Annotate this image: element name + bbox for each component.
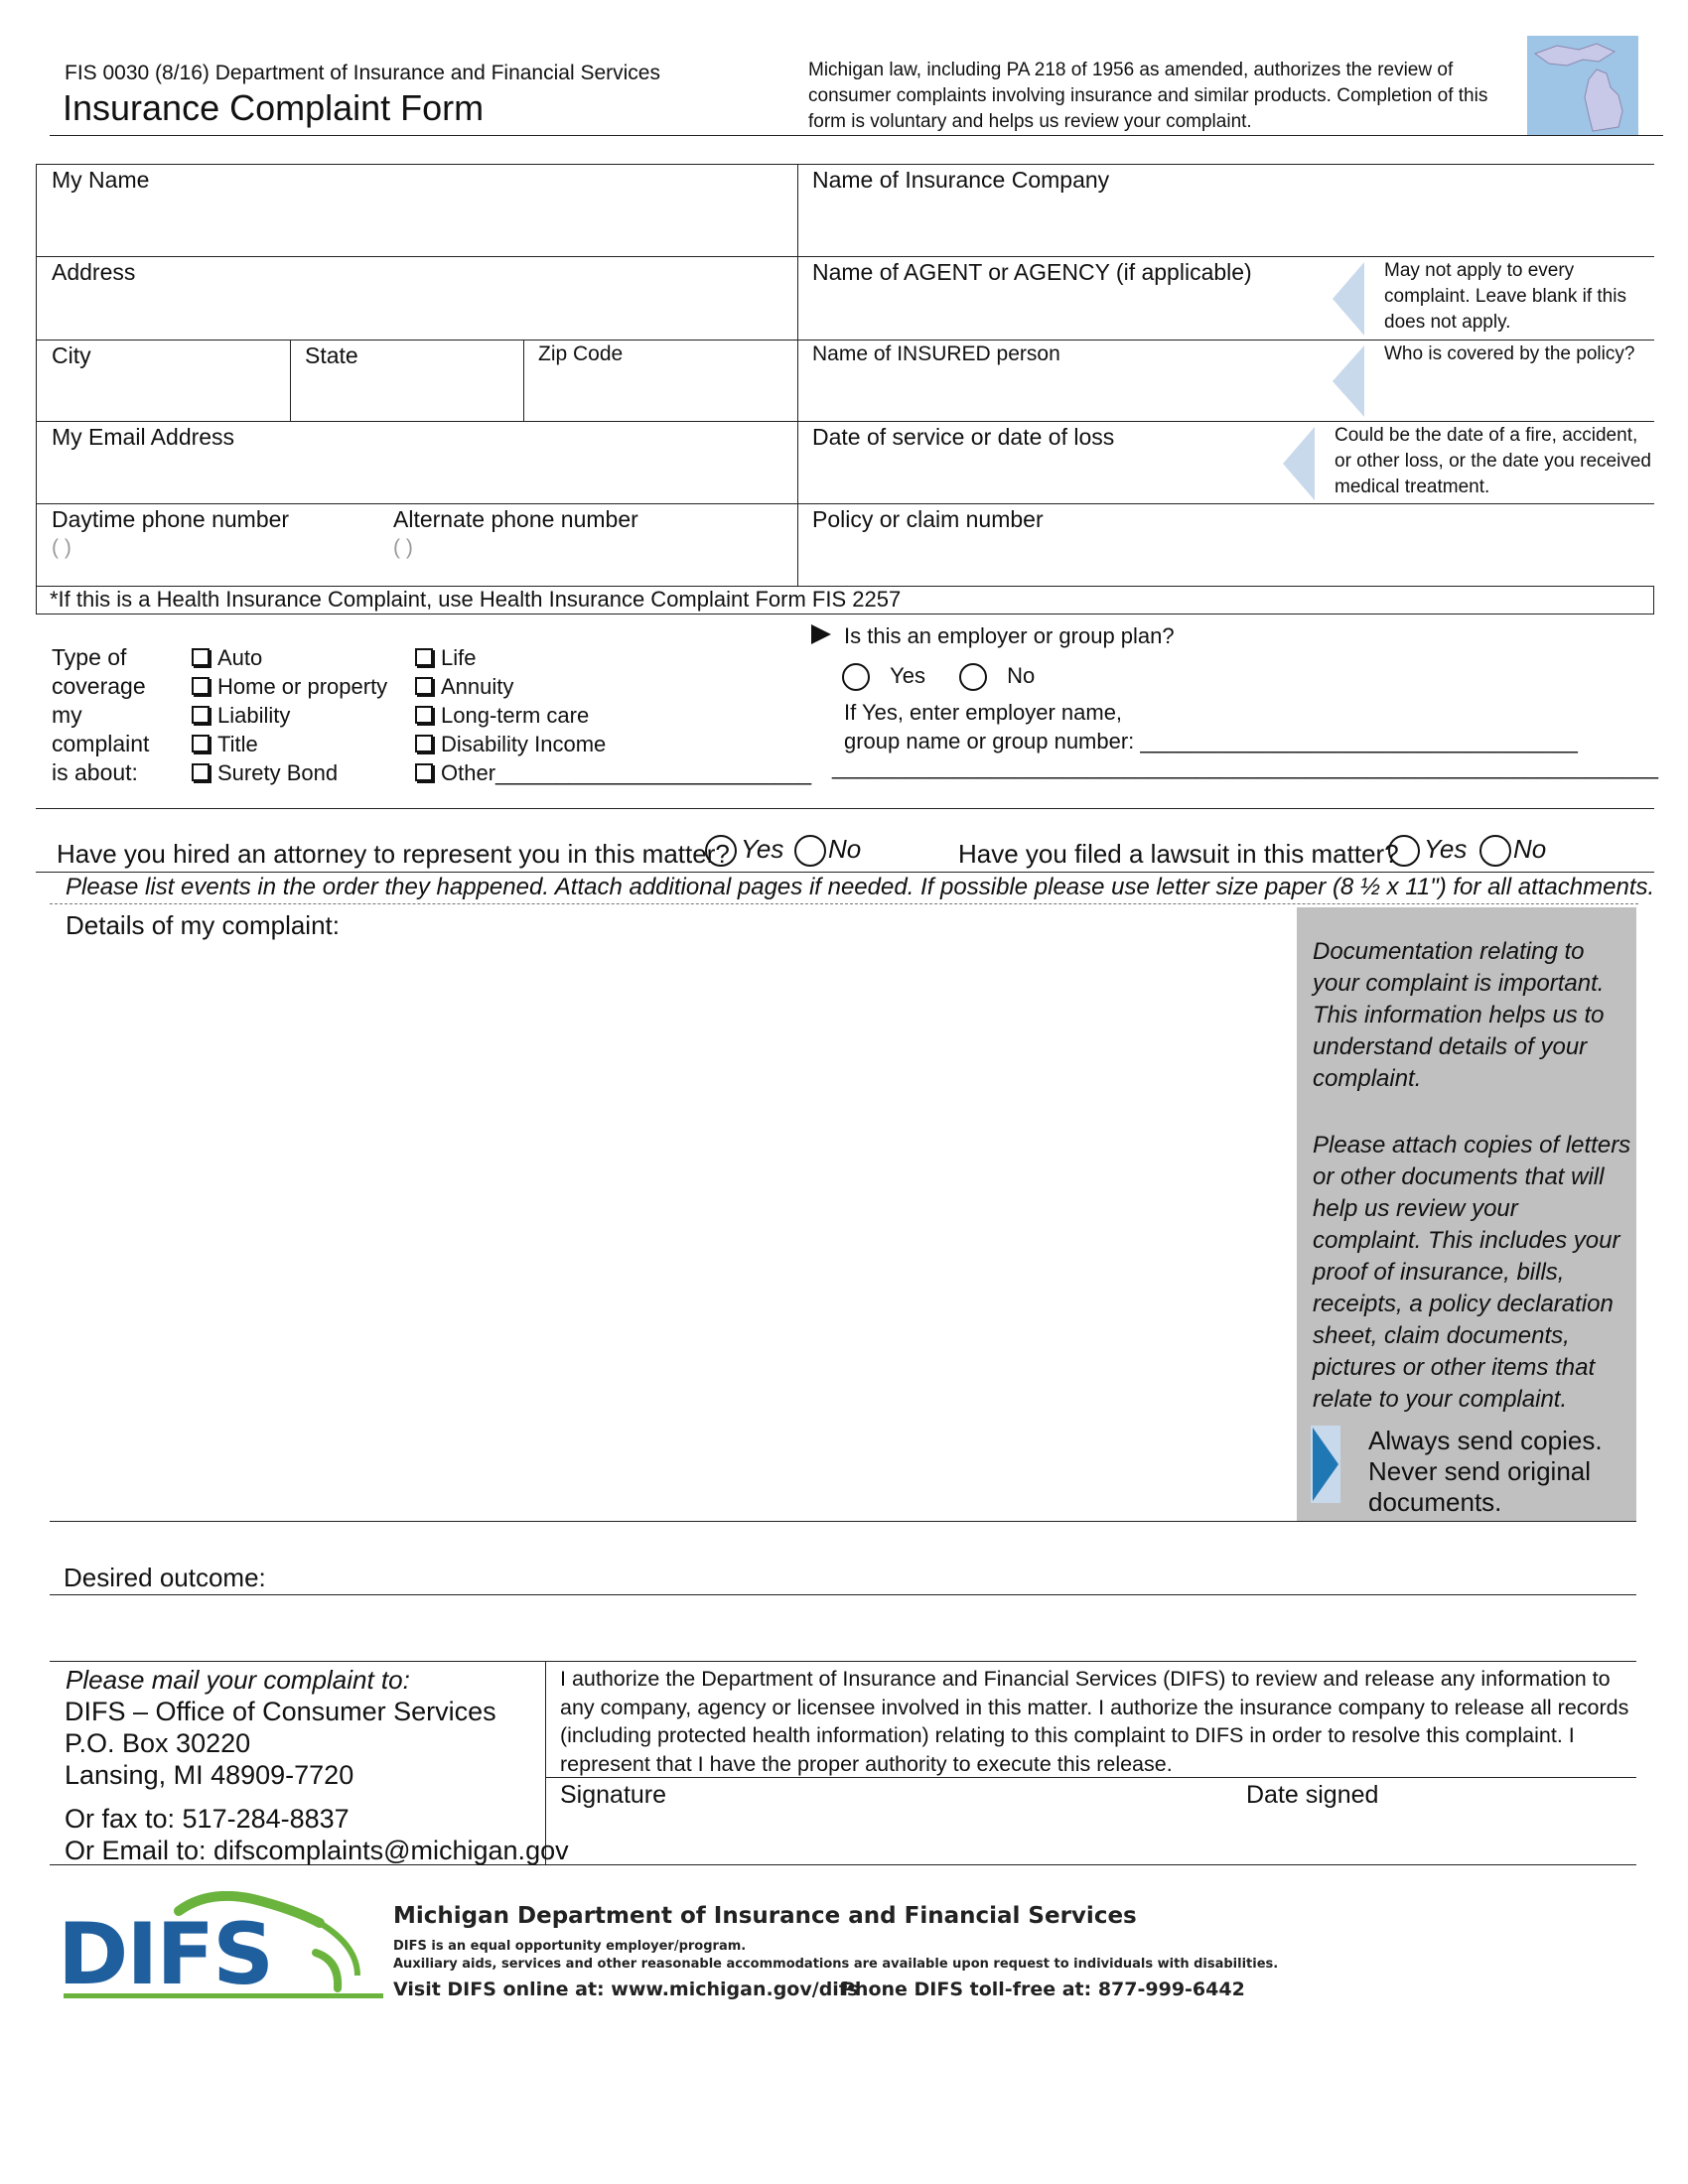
coverage-label-line: my [52, 702, 82, 728]
attorney-rule [36, 872, 1654, 873]
sidebar-warning: Always send copies. Never send original documents. [1368, 1426, 1603, 1517]
day-phone-label: Daytime phone number [52, 506, 290, 532]
coverage-label-line: coverage [52, 673, 146, 699]
policy-label: Policy or claim number [812, 506, 1044, 532]
alt-phone-input[interactable] [387, 534, 784, 582]
difs-logo-text: DIFS [58, 1905, 273, 2004]
radio-yes[interactable] [842, 663, 870, 691]
mail-intro: Please mail your complaint to: [66, 1665, 410, 1695]
grid-row [36, 340, 1654, 341]
agent-note: May not apply to every complaint. Leave blank if this does not apply. [1384, 260, 1626, 333]
checkbox[interactable] [192, 706, 210, 724]
coverage-label-line: is about: [52, 759, 138, 785]
company-input[interactable] [800, 197, 1649, 252]
coverage-option-annuity[interactable] [415, 672, 811, 701]
grid-city-divider [290, 340, 291, 421]
sidebar-para-1: Documentation relating to your complaint is important. This information helps us to understand details of your complaint. [1313, 938, 1605, 1092]
date-signed-input[interactable] [1241, 1811, 1628, 1860]
radio-no[interactable] [959, 663, 987, 691]
grid-row [36, 256, 1654, 257]
email-input[interactable] [40, 453, 794, 500]
health-notice: *If this is a Health Insurance Complaint, use Health Insurance Complaint Form FIS 2257 [50, 587, 902, 612]
lawsuit-no-option[interactable] [1479, 834, 1546, 867]
coverage-option-label: Auto [217, 645, 263, 670]
signature-label: Signature [560, 1781, 667, 1809]
attorney-yes-option[interactable] [705, 834, 783, 867]
footer-aids: Auxiliary aids, services and other reasonable accommodations are available upon request to individuals with disabilities. [393, 1957, 1279, 1972]
city-label: City [52, 342, 91, 368]
radio-yes-label: Yes [890, 663, 926, 688]
coverage-option-label: Surety Bond [217, 760, 339, 785]
checkbox[interactable] [415, 648, 433, 666]
city-input[interactable] [40, 371, 286, 419]
grid-top [36, 164, 1654, 165]
insured-note-arrow-icon [1331, 343, 1366, 419]
sidebar-para-2: Please attach copies of letters or other documents that will help us review your complaint. This includes your proof of insurance, bills, receipts, a policy declaration sheet, claim documents, pictures or other items that relate to your complaint. [1313, 1132, 1631, 1413]
form-id: FIS 0030 (8/16) Department of Insurance and Financial Services [65, 62, 660, 84]
mail-top-rule [50, 1661, 1636, 1662]
radio-yes[interactable] [1388, 835, 1420, 867]
radio-yes-label: Yes [741, 834, 784, 864]
radio-yes[interactable] [705, 835, 737, 867]
coverage-option-label: Liability [217, 703, 291, 728]
coverage-label [52, 643, 149, 787]
coverage-option-label: Home or property [217, 674, 388, 699]
date-signed-label: Date signed [1246, 1781, 1379, 1809]
page-title: Insurance Complaint Form [63, 87, 485, 128]
zip-label: Zip Code [538, 342, 624, 365]
mail-line-2: P.O. Box 30220 [65, 1728, 251, 1758]
details-rule [50, 1521, 1636, 1522]
coverage-option-label: Title [217, 732, 258, 756]
events-dashed-rule [50, 903, 1638, 904]
group-plan-question: Is this an employer or group plan? [844, 623, 1175, 648]
date-loss-input[interactable] [800, 453, 1277, 500]
radio-yes-label: Yes [1424, 834, 1468, 864]
checkbox[interactable] [192, 677, 210, 695]
coverage-label-line: complaint [52, 731, 150, 756]
agent-label: Name of AGENT or AGENCY (if applicable) [812, 259, 1252, 285]
grid-row [36, 421, 1654, 422]
checkbox[interactable] [415, 677, 433, 695]
insured-label: Name of INSURED person [812, 342, 1060, 365]
attorney-question: Have you hired an attorney to represent you in this matter? [57, 839, 730, 869]
coverage-option-home[interactable] [192, 672, 387, 701]
zip-input[interactable] [527, 371, 793, 419]
pointer-arrow-icon [809, 622, 833, 646]
radio-no-label: No [1513, 834, 1547, 864]
agent-note-arrow-icon [1331, 260, 1366, 338]
authorization-text: I authorize the Department of Insurance and Financial Services (DIFS) to review and release any information to any company, agency or licensee involved in this matter. I authorize the insurance company to release all records (including protected health information) relating to this complaint to DIFS in order to resolve this complaint. I represent that I have the proper authority to execute this release. [560, 1667, 1629, 1776]
alt-phone-label: Alternate phone number [393, 506, 638, 532]
coverage-col-1 [192, 643, 387, 787]
coverage-option-other[interactable] [415, 758, 811, 787]
outcome-rule [50, 1594, 1636, 1595]
law-notice-line: consumer complaints involving insurance and similar products. Completion of this [808, 85, 1488, 106]
group-plan-line1: If Yes, enter employer name, [844, 700, 1123, 725]
date-loss-label: Date of service or date of loss [812, 424, 1115, 450]
coverage-option-auto[interactable] [192, 643, 387, 672]
company-label: Name of Insurance Company [812, 167, 1110, 193]
coverage-option-liability[interactable] [192, 701, 387, 730]
signature-input[interactable] [556, 1811, 1231, 1860]
footer-phone: Phone DIFS toll-free at: 877-999-6442 [841, 1979, 1245, 2000]
footer-dept: Michigan Department of Insurance and Financial Services [393, 1903, 1137, 1929]
grid-right [1653, 586, 1654, 614]
date-note-arrow-icon [1281, 425, 1317, 502]
mail-divider [545, 1661, 546, 1864]
state-input[interactable] [294, 371, 520, 419]
grid-middle [797, 164, 798, 586]
attorney-no-option[interactable] [794, 834, 861, 867]
footer-eeo: DIFS is an equal opportunity employer/program. [393, 1939, 747, 1954]
coverage-col-2 [415, 643, 811, 787]
signature-rule [546, 1777, 1636, 1778]
day-phone-input[interactable] [40, 534, 377, 582]
checkbox[interactable] [415, 706, 433, 724]
grid-state-divider [523, 340, 524, 421]
coverage-option-label: Long-term care [441, 703, 590, 728]
group-plan-yes-option[interactable] [842, 663, 925, 691]
michigan-map-icon [1527, 36, 1638, 135]
grid-left [36, 164, 37, 614]
state-label: State [305, 342, 358, 368]
coverage-option-title[interactable] [192, 730, 387, 758]
header-rule [50, 135, 1663, 136]
grid-row [36, 503, 1654, 504]
group-plan-line3[interactable]: ____________________________________________________________________ [832, 754, 1659, 779]
coverage-option-disability[interactable] [415, 730, 811, 758]
law-notice-line: form is voluntary and helps us review your complaint. [808, 111, 1252, 132]
policy-input[interactable] [800, 534, 1649, 582]
warning-arrow-icon [1311, 1426, 1342, 1503]
checkbox[interactable] [192, 735, 210, 752]
radio-no-label: No [1007, 663, 1036, 688]
lawsuit-question: Have you filed a lawsuit in this matter? [958, 839, 1399, 869]
coverage-option-life[interactable] [415, 643, 811, 672]
section-divider [36, 808, 1654, 809]
my-name-label: My Name [52, 167, 150, 193]
desired-outcome-label: Desired outcome: [64, 1563, 266, 1592]
checkbox[interactable] [192, 648, 210, 666]
coverage-option-surety[interactable] [192, 758, 387, 787]
radio-no[interactable] [794, 835, 826, 867]
group-plan-no-option[interactable] [959, 663, 1035, 691]
coverage-option-ltc[interactable] [415, 701, 811, 730]
mail-email: Or Email to: difscomplaints@michigan.gov [65, 1836, 569, 1865]
footer-visit[interactable]: Visit DIFS online at: www.michigan.gov/difs [393, 1979, 859, 2000]
address-label: Address [52, 259, 136, 285]
coverage-option-label: Life [441, 645, 477, 670]
coverage-option-label: Annuity [441, 674, 514, 699]
email-label: My Email Address [52, 424, 235, 450]
alt-phone-paren: ( ) [393, 536, 413, 559]
radio-no-label: No [828, 834, 862, 864]
desired-outcome-input[interactable] [308, 1559, 1628, 1592]
coverage-label-line: Type of [52, 644, 127, 670]
mail-line-1: DIFS – Office of Consumer Services [65, 1697, 496, 1726]
law-notice [808, 58, 1487, 135]
coverage-option-label: Other__________________________ [441, 760, 812, 785]
details-label: Details of my complaint: [66, 910, 340, 940]
mail-fax: Or fax to: 517-284-8837 [65, 1804, 350, 1834]
coverage-option-label: Disability Income [441, 732, 607, 756]
checkbox[interactable] [192, 763, 210, 781]
day-phone-paren: ( ) [52, 536, 71, 559]
events-note: Please list events in the order they happened. Attach additional pages if needed. If possible please use letter size paper (8 ½ x 11") for all attachments. [66, 874, 1655, 900]
law-notice-line: Michigan law, including PA 218 of 1956 as amended, authorizes the review of [808, 60, 1454, 80]
my-name-input[interactable] [40, 197, 794, 252]
checkbox[interactable] [415, 735, 433, 752]
checkbox[interactable] [415, 763, 433, 781]
lawsuit-yes-option[interactable] [1388, 834, 1467, 867]
mail-line-3: Lansing, MI 48909-7720 [65, 1760, 354, 1790]
address-input[interactable] [40, 288, 794, 338]
group-plan-line2[interactable]: group name or group number: ____________________________________ [844, 729, 1578, 753]
insured-note: Who is covered by the policy? [1384, 343, 1635, 364]
agent-input[interactable] [800, 288, 1327, 338]
date-note: Could be the date of a fire, accident, or other loss, or the date you received medical treatment. [1335, 425, 1651, 497]
insured-input[interactable] [800, 371, 1327, 419]
details-textarea[interactable] [50, 945, 1291, 1516]
radio-no[interactable] [1479, 835, 1511, 867]
